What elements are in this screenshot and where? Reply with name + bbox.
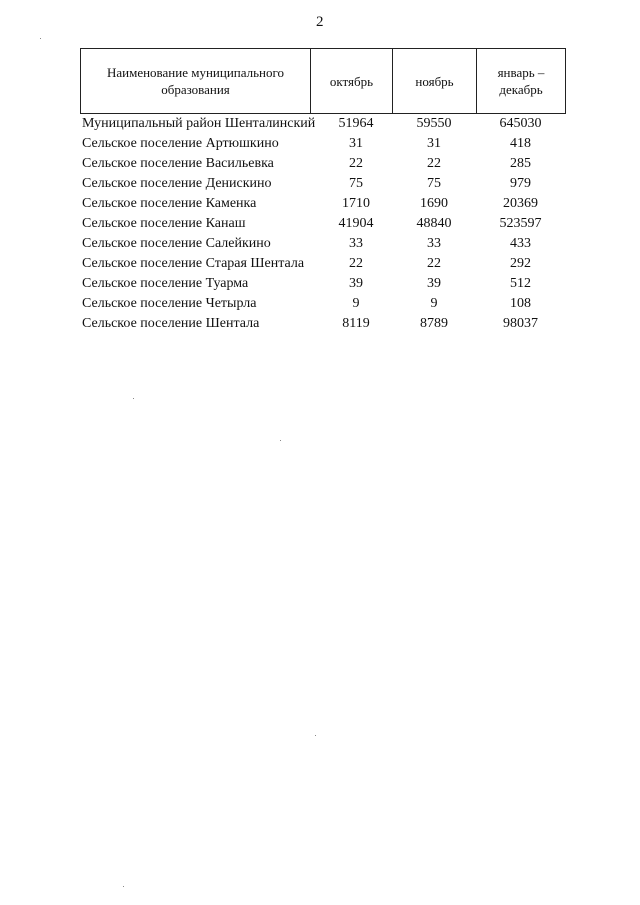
row-municipality-name: Сельское поселение Туарма: [82, 276, 249, 291]
row-october-value: 39: [349, 276, 363, 291]
row-municipality-name: Сельское поселение Денискино: [82, 176, 272, 191]
row-october-value: 22: [349, 156, 363, 171]
table-row: [80, 254, 565, 274]
header-october: октябрь: [311, 49, 393, 114]
row-november-value: 75: [427, 176, 441, 191]
row-october-value: 75: [349, 176, 363, 191]
table-row: [80, 114, 565, 134]
row-november-value: 33: [427, 236, 441, 251]
table-row: [80, 174, 565, 194]
row-november-value: 8789: [420, 316, 448, 331]
table-row: [80, 234, 565, 254]
table-row: [80, 154, 565, 174]
row-year-value: 512: [510, 276, 531, 291]
row-october-value: 51964: [338, 116, 374, 131]
table-row: [80, 134, 565, 154]
row-municipality-name: Сельское поселение Салейкино: [82, 236, 271, 251]
row-year-value: 645030: [499, 116, 542, 131]
row-year-value: 433: [510, 236, 531, 251]
row-october-value: 33: [349, 236, 363, 251]
row-year-value: 292: [510, 256, 531, 271]
row-municipality-name: Сельское поселение Старая Шентала: [82, 256, 305, 271]
scan-speck: [40, 38, 41, 39]
header-november: ноябрь: [393, 49, 477, 114]
table-row: [80, 194, 565, 214]
scan-speck: [123, 886, 124, 887]
row-november-value: 1690: [420, 196, 448, 211]
scan-speck: [280, 440, 281, 441]
table-row: [80, 214, 565, 234]
scan-speck: [133, 398, 134, 399]
row-municipality-name: Сельское поселение Каменка: [82, 196, 257, 211]
row-municipality-name: Сельское поселение Канаш: [82, 216, 246, 231]
row-year-value: 285: [510, 156, 531, 171]
row-october-value: 9: [352, 296, 360, 311]
table-row: [80, 274, 565, 294]
table-row: [80, 294, 565, 314]
row-november-value: 9: [430, 296, 438, 311]
row-november-value: 39: [427, 276, 441, 291]
table-body: [80, 114, 565, 334]
row-municipality-name: Сельское поселение Васильевка: [82, 156, 274, 171]
row-october-value: 8119: [342, 316, 370, 331]
row-october-value: 31: [349, 136, 363, 151]
row-november-value: 59550: [416, 116, 452, 131]
table-row: [80, 314, 565, 334]
scan-speck: [315, 735, 316, 736]
row-municipality-name: Сельское поселение Артюшкино: [82, 136, 279, 151]
row-year-value: 20369: [503, 196, 538, 211]
row-year-value: 418: [510, 136, 531, 151]
row-october-value: 41904: [338, 216, 374, 231]
table-header: [80, 48, 566, 114]
row-november-value: 31: [427, 136, 441, 151]
header-year: январь – декабрь: [477, 49, 566, 114]
header-municipality: Наименование муниципального образования: [81, 49, 311, 114]
row-municipality-name: Муниципальный район Шенталинский: [82, 116, 316, 131]
row-october-value: 22: [349, 256, 363, 271]
page-number: 2: [316, 14, 324, 30]
row-year-value: 523597: [499, 216, 542, 231]
row-november-value: 48840: [416, 216, 452, 231]
row-municipality-name: Сельское поселение Четырла: [82, 296, 257, 311]
row-year-value: 98037: [503, 316, 538, 331]
row-year-value: 979: [510, 176, 531, 191]
row-year-value: 108: [510, 296, 531, 311]
row-october-value: 1710: [342, 196, 370, 211]
row-municipality-name: Сельское поселение Шентала: [82, 316, 260, 331]
row-november-value: 22: [427, 256, 441, 271]
row-november-value: 22: [427, 156, 441, 171]
